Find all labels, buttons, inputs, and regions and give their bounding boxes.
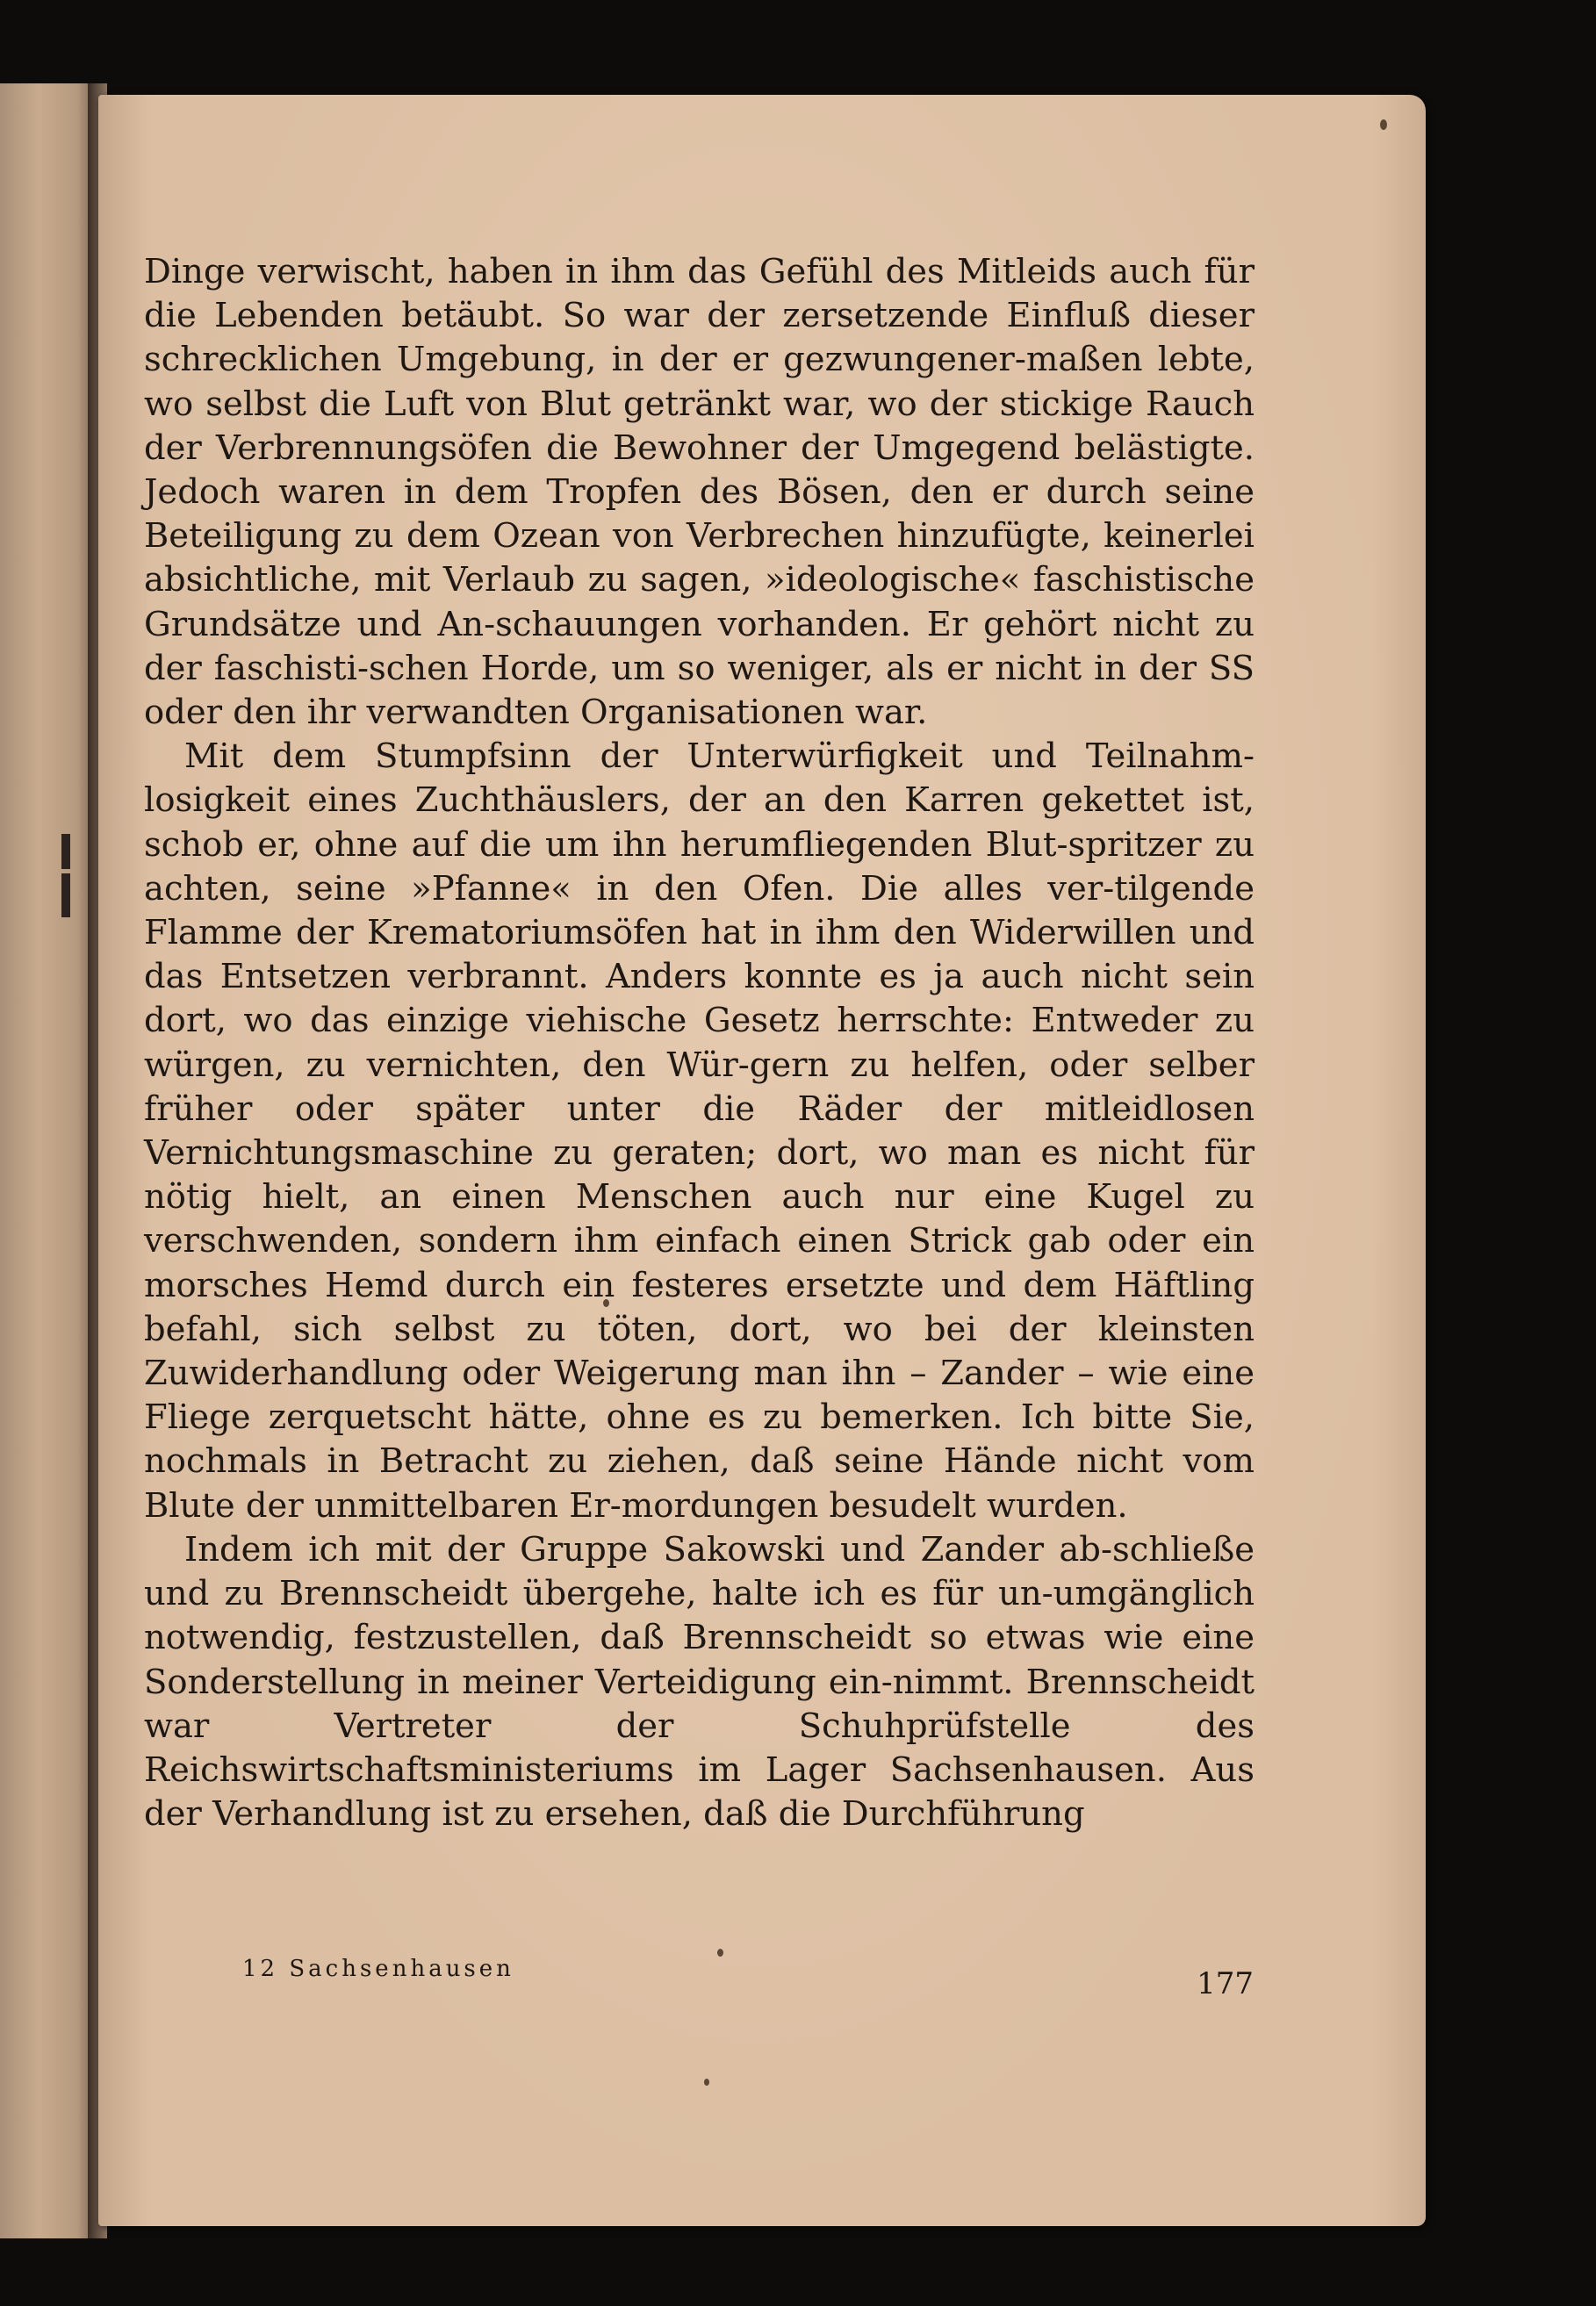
paragraph: Mit dem Stumpfsinn der Unterwürfigkeit und Teilnahm-losigkeit eines Zuchthäuslers, der an den Karren gekettet ist, schob er, ohne auf die um ihn herumfliegenden Blut-spritzer zu achten, seine »Pfanne« in den Ofen. Die alles ver-tilgende Flamme der Krematoriumsöfen hat in ihm den Widerwillen und das Entsetzen verbrannt. Anders konnte es ja auch nicht sein dort, wo das einzige viehische Gesetz herrschte: Entweder zu würgen, zu vernichten, den Wür-gern zu helfen, oder selber früher oder später unter die Räder der mitleidlosen Vernichtungsmaschine zu geraten; dort, wo man es nicht für nötig hielt, an einen Menschen auch nur eine Kugel zu verschwenden, sondern ihm einfach einen Strick gab oder ein morsches Hemd durch ein festeres ersetzte und dem Häftling befahl, sich selbst zu töten, dort, wo bei der kleinsten Zuwiderhandlung oder Weigerung man ihn – Zander – wie eine Fliege zerquetscht hätte, ohne es zu bemerken. Ich bitte Sie, nochmals in Betracht zu ziehen, daß seine Hände nicht vom Blute der unmittelbaren Er-mordungen besudelt wurden. bbox=[144, 736, 1255, 1526]
paragraph: Dinge verwischt, haben in ihm das Gefühl des Mitleids auch für die Lebenden betäubt. So war der zersetzende Einfluß dieser schrecklichen Umgebung, in der er gezwungener-maßen lebte, wo selbst die Luft von Blut getränkt war, wo der stickige Rauch der Verbrennungsöfen die Bewohner der Umgegend belästigte. Jedoch waren in dem Tropfen des Bösen, den er durch seine Beteiligung zu dem Ozean von Verbrechen hinzufügte, keinerlei absichtliche, mit Verlaub zu sagen, »ideologische« faschistische Grundsätze und An-schauungen vorhanden. Er gehört nicht zu der faschisti-schen Horde, um so weniger, als er nicht in der SS oder den ihr verwandten Organisationen war. bbox=[144, 252, 1255, 733]
page-footer bbox=[242, 1956, 1254, 2008]
body-text bbox=[144, 250, 1255, 1836]
printer-signature: 12 Sachsenhausen bbox=[242, 1956, 514, 1982]
margin-mark bbox=[61, 873, 70, 917]
page-number: 177 bbox=[1197, 1966, 1254, 2001]
left-page-edge bbox=[0, 83, 98, 2238]
paper-speck bbox=[704, 2079, 709, 2086]
margin-mark bbox=[61, 834, 70, 869]
paper-speck bbox=[1380, 119, 1387, 130]
paragraph: Indem ich mit der Gruppe Sakowski und Zander ab-schließe und zu Brennscheidt übergehe, halte ich es für un-umgänglich notwendig, festzustellen, daß Brennscheidt so etwas wie eine Sonderstellung in meiner Verteidigung ein-nimmt. Brennscheidt war Vertreter der Schuhprüfstelle des Reichswirtschaftsministeriums im Lager Sachsenhausen. Aus der Verhandlung ist zu ersehen, daß die Durchführung bbox=[144, 1529, 1255, 1835]
